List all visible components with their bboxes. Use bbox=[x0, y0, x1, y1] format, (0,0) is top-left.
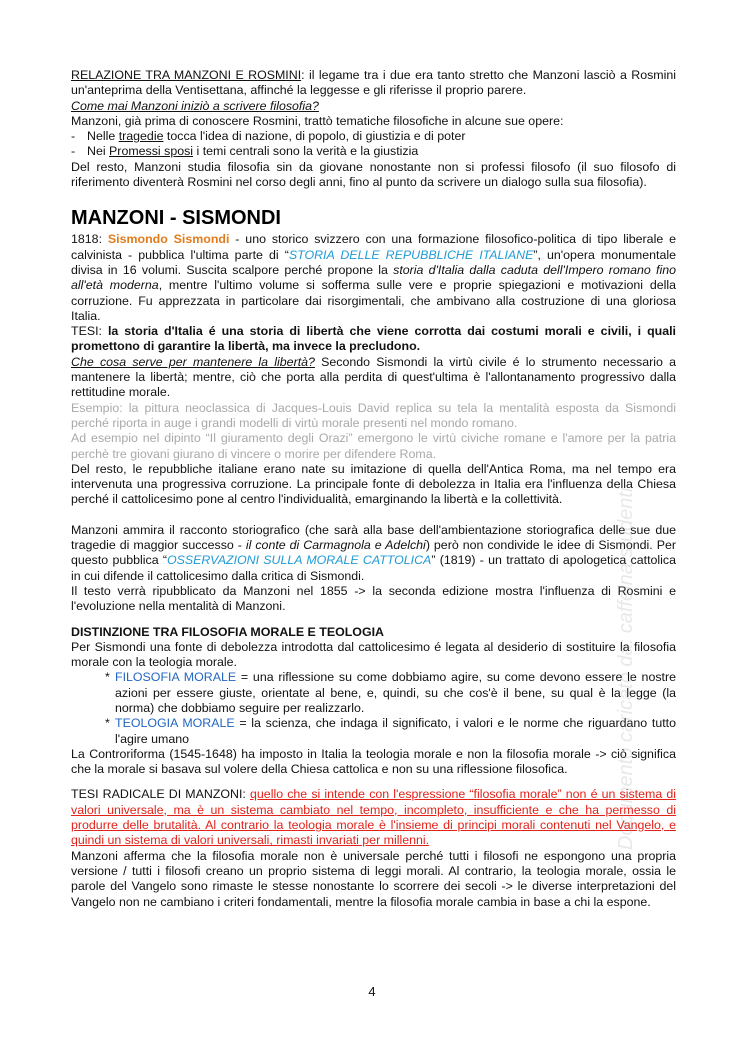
list-item: * FILOSOFIA MORALE = una riflessione su come dobbiamo agire, su come devono essere le nostre azioni per essere giuste, orientate al bene, e, quindi, su che cos'è il bene, su qual è la legge (la norma) che dobbiamo seguire per realizzarlo. bbox=[105, 670, 676, 715]
paragraph: Del resto, le repubbliche italiane erano nate su imitazione di quella dell'Antica Roma, ma nel tempo era intervenuta una progressiva corruzione. La principale fonte di debolezza in Italia era l'influenza della Chiesa perché il cattolicesimo pone al centro l'individualità, emarginando la libertà e la collettività. bbox=[71, 461, 676, 507]
sismondi-paragraph: 1818: Sismondo Sismondi - uno storico svizzero con una formazione filosofico-politica di tipo liberale e calvinista - pubblica l'ultima parte di “STORIA DELLE REPUBBLICHE ITALIANE”, un'opera monumentale divisa in 16 volumi. Suscita scalpore perché propone la storia d'Italia dalla caduta dell'Impero romano fino all'età moderna, mentre l'ultimo volume si sofferma sulle vere e proprie spiegazioni e motivazioni della corruzione. Fu apprezzata in particolare dai risorgimentali, che ambivano alla costruzione di una gloriosa Italia. bbox=[71, 232, 677, 323]
watermark: Documento caricato da: caffeina.studenti bbox=[615, 487, 637, 850]
list-item: * TEOLOGIA MORALE = la scienza, che indaga il significato, i valori e le norme che riguardano tutto l'agire umano bbox=[105, 716, 676, 746]
example-paragraph: Esempio: la pittura neoclassica di Jacques-Louis David replica su tela la mentalità esposta da Sismondi perché riporta in auge i grandi modelli di virtù morale presenti nel mondo romano. bbox=[71, 400, 676, 430]
paragraph: Manzoni afferma che la filosofia morale non è universale perché tutti i filosofi ne espongono una propria versione / tutti i filosofi creano un proprio sistema di leggi morali. Al contrario, la teologia morale, ossia le parole del Vangelo sono rimaste le stesse nonostante lo scorrere dei secoli -> le diverse interpretazioni del Vangelo non ne cambiano i criteri fondamentali, mentre la filosofia morale cambia in base a chi la espone. bbox=[71, 848, 676, 909]
thesis-paragraph: TESI: la storia d'Italia é una storia di libertà che viene corrotta dai costumi morali e civili, i quali promettono di garantire la libertà, ma invece la precludono. bbox=[71, 324, 676, 354]
paragraph: Per Sismondi una fonte di debolezza introdotta dal cattolicesimo é legata al desiderio di sostituire la filosofia morale con la teologia morale. bbox=[71, 639, 676, 670]
paragraph: Del resto, Manzoni studia filosofia sin da giovane nonostante non si professi filosofo (il suo filosofo di riferimento diventerà Rosmini nel corso degli anni, fino al punto da scrivere un dialogo sulla sua filosofia). bbox=[71, 159, 676, 190]
radical-thesis-paragraph: TESI RADICALE DI MANZONI: quello che si intende con l'espressione “filosofia morale” non é un sistema di valori universale, ma è un sistema cambiato nel tempo, incompleto, insufficiente e che ha permesso di produrre delle brutalità. Al contrario la teologia morale è l'insieme di principi morali contenuti nel Vangelo, e quindi un sistema di valori universali, rimasti invariati per millenni. bbox=[71, 787, 676, 848]
rosmini-relation-heading: RELAZIONE TRA MANZONI E ROSMINI bbox=[71, 68, 302, 82]
work-title: STORIA DELLE REPUBBLICHE ITALIANE bbox=[288, 247, 534, 262]
freedom-paragraph: Che cosa serve per mantenere la libertà? Secondo Sismondi la virtù civile é lo strumento necessario a mantenere la libertà; mentre, ciò che porta alla perdita di quest'ultima è l'allontanamento progressivo dalla rettitudine morale. bbox=[71, 354, 676, 400]
question-philosophy: Come mai Manzoni iniziò a scrivere filosofia? bbox=[71, 98, 319, 113]
work-title: OSSERVAZIONI SULLA MORALE CATTOLICA bbox=[167, 553, 432, 568]
document-page bbox=[71, 68, 676, 910]
list-item: - Nelle tragedie tocca l'idea di nazione, di popolo, di giustizia e di poter bbox=[71, 129, 466, 144]
rosmini-relation-paragraph: RELAZIONE TRA MANZONI E ROSMINI: il legame tra i due era tanto stretto che Manzoni lasciò a Rosmini un'anteprima della Ventisettana, affinché la leggesse e gli riferisse il proprio parere. bbox=[71, 68, 676, 98]
paragraph: La Controriforma (1545-1648) ha imposto in Italia la teologia morale e non la filosofia morale -> ciò significa che la morale si basava sul volere della Chiesa cattolica e non su una riflessione filosofica. bbox=[71, 746, 676, 777]
section-heading: MANZONI - SISMONDI bbox=[71, 207, 281, 230]
sismondi-name: Sismondo Sismondi bbox=[107, 232, 230, 247]
manzoni-paragraph: Manzoni ammira il racconto storiografico (che sarà alla base dell'ambientazione storiografica delle sue due tragedie di maggior successo - il conte di Carmagnola e Adelchi) però non condivide le idee di Sismondi. Per questo pubblica “OSSERVAZIONI SULLA MORALE CATTOLICA” (1819) - un trattato di apologetica cattolica in cui difende il cattolicesimo dalla critica di Sismondi. bbox=[71, 522, 677, 583]
intro-paragraph: Manzoni, già prima di conoscere Rosmini, trattò tematiche filosofiche in alcune sue opere: bbox=[71, 113, 564, 128]
list-item: - Nei Promessi sposi i temi centrali sono la verità e la giustizia bbox=[71, 144, 419, 159]
paragraph: Il testo verrà ripubblicato da Manzoni nel 1855 -> la seconda edizione mostra l'influenza di Rosmini e l'evoluzione nella mentalità di Manzoni. bbox=[71, 583, 676, 614]
example-paragraph: Ad esempio nel dipinto “Il giuramento degli Orazi” emergono le virtù civiche romane e l'amore per la patria perchè tre giovani giurano di vincere o morire per difendere Roma. bbox=[71, 431, 676, 461]
subsection-heading: DISTINZIONE TRA FILOSOFIA MORALE E TEOLOGIA bbox=[71, 624, 384, 639]
page-number: 4 bbox=[368, 984, 376, 999]
